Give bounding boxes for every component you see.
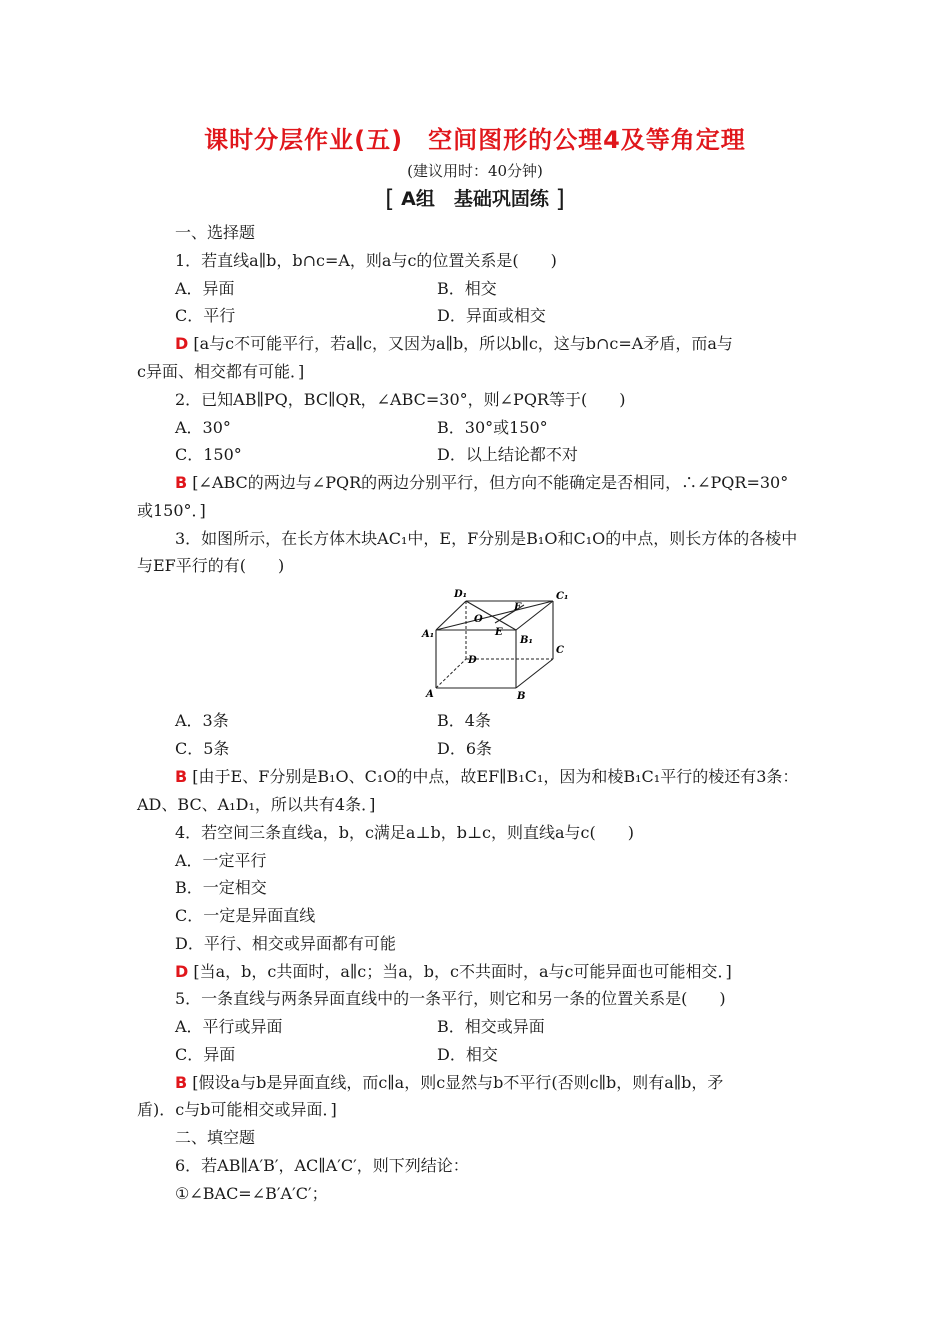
cuboid-diagram bbox=[420, 585, 570, 703]
q2-option-d: D．以上结论都不对 bbox=[437, 445, 578, 464]
q1-option-c: C．平行 bbox=[175, 306, 236, 325]
q5-option-d: D．相交 bbox=[437, 1045, 498, 1064]
q5-option-a: A．平行或异面 bbox=[175, 1017, 283, 1036]
label-B1: B₁ bbox=[520, 635, 533, 646]
q5-explanation-line1 bbox=[175, 1072, 723, 1094]
label-D1: D₁ bbox=[454, 589, 468, 600]
q1-stem: 1．若直线a∥b，b∩c=A，则a与c的位置关系是( ) bbox=[175, 251, 557, 270]
label-E: E bbox=[495, 627, 503, 638]
q2-option-c: C．150° bbox=[175, 445, 242, 464]
q2-explanation-line1 bbox=[175, 472, 788, 494]
q4-explanation-line1 bbox=[175, 961, 732, 983]
q4-option-d: D．平行、相交或异面都有可能 bbox=[175, 934, 396, 953]
q2-explanation-text: [∠ABC的两边与∠PQR的两边分别平行，但方向不能确定是否相同，∴∠PQR=30° bbox=[192, 473, 789, 492]
page-title: 课时分层作业(五) 空间图形的公理4及等角定理 bbox=[204, 126, 746, 154]
q2-explanation-line2: 或150°．] bbox=[137, 501, 206, 520]
q3-option-a: A．3条 bbox=[175, 711, 229, 730]
q2-stem: 2．已知AB∥PQ，BC∥QR，∠ABC=30°，则∠PQR等于( ) bbox=[175, 390, 626, 409]
q3-stem-line1: 3．如图所示，在长方体木块AC₁中，E，F分别是B₁O和C₁O的中点，则长方体的各棱中 bbox=[175, 529, 798, 548]
q3-option-d: D．6条 bbox=[437, 739, 493, 758]
q4-explanation-text: [当a，b，c共面时，a∥c；当a，b，c不共面时，a与c可能异面也可能相交．] bbox=[193, 962, 732, 981]
suggested-time: (建议用时：40分钟) bbox=[407, 162, 543, 180]
label-B: B bbox=[517, 691, 526, 702]
q1-option-b: B．相交 bbox=[437, 279, 497, 298]
q6-stem: 6．若AB∥A′B′，AC∥A′C′，则下列结论： bbox=[175, 1156, 469, 1175]
q3-explanation-line1 bbox=[175, 766, 798, 788]
cuboid-figure bbox=[420, 585, 570, 703]
q1-explanation-line2: c异面、相交都有可能．] bbox=[137, 362, 305, 381]
q1-option-a: A．异面 bbox=[175, 279, 235, 298]
label-O: O bbox=[474, 614, 483, 625]
q5-stem: 5．一条直线与两条异面直线中的一条平行，则它和另一条的位置关系是( ) bbox=[175, 989, 726, 1008]
q5-answer: B bbox=[175, 1073, 188, 1092]
q4-option-b: B．一定相交 bbox=[175, 878, 267, 897]
q3-explanation-line2: AD、BC、A₁D₁，所以共有4条．] bbox=[137, 795, 376, 814]
label-A1: A₁ bbox=[422, 629, 435, 640]
q5-option-b: B．相交或异面 bbox=[437, 1017, 545, 1036]
q1-explanation-line1 bbox=[175, 333, 733, 355]
section-choice-heading: 一、选择题 bbox=[175, 223, 256, 242]
q1-answer: D bbox=[175, 334, 189, 353]
q2-answer: B bbox=[175, 473, 188, 492]
q3-option-b: B．4条 bbox=[437, 711, 491, 730]
q5-explanation-line2: 盾)．c与b可能相交或异面．] bbox=[137, 1100, 337, 1119]
q3-option-c: C．5条 bbox=[175, 739, 230, 758]
q4-option-a: A．一定平行 bbox=[175, 851, 267, 870]
q4-answer: D bbox=[175, 962, 189, 981]
q5-explanation-text: [假设a与b是异面直线，而c∥a，则c显然与b不平行(否则c∥b，则有a∥b，矛 bbox=[192, 1073, 724, 1092]
q3-answer: B bbox=[175, 767, 188, 786]
q4-stem: 4．若空间三条直线a，b，c满足a⊥b，b⊥c，则直线a与c( ) bbox=[175, 823, 634, 842]
q5-option-c: C．异面 bbox=[175, 1045, 236, 1064]
label-C: C bbox=[556, 645, 564, 656]
label-A: A bbox=[426, 689, 434, 700]
q1-option-d: D．异面或相交 bbox=[437, 306, 546, 325]
label-F: F bbox=[514, 602, 522, 613]
group-label-text: A组 基础巩固练 bbox=[401, 188, 549, 210]
group-label: [ A组 基础巩固练 ] bbox=[385, 185, 565, 213]
section-fill-heading: 二、填空题 bbox=[175, 1128, 256, 1147]
q3-explanation-text: [由于E、F分别是B₁O、C₁O的中点，故EF∥B₁C₁，因为和棱B₁C₁平行的棱还有3条： bbox=[192, 767, 799, 786]
q6-item-1: ①∠BAC=∠B′A′C′； bbox=[175, 1184, 328, 1203]
q4-option-c: C．一定是异面直线 bbox=[175, 906, 316, 925]
q1-explanation-text: [a与c不可能平行，若a∥c，又因为a∥b，所以b∥c，这与b∩c=A矛盾，而a与 bbox=[193, 334, 733, 353]
q2-option-b: B．30°或150° bbox=[437, 418, 548, 437]
q2-option-a: A．30° bbox=[175, 418, 231, 437]
label-D: D bbox=[468, 655, 477, 666]
label-C1: C₁ bbox=[556, 591, 569, 602]
q3-stem-line2: 与EF平行的有( ) bbox=[137, 556, 285, 575]
